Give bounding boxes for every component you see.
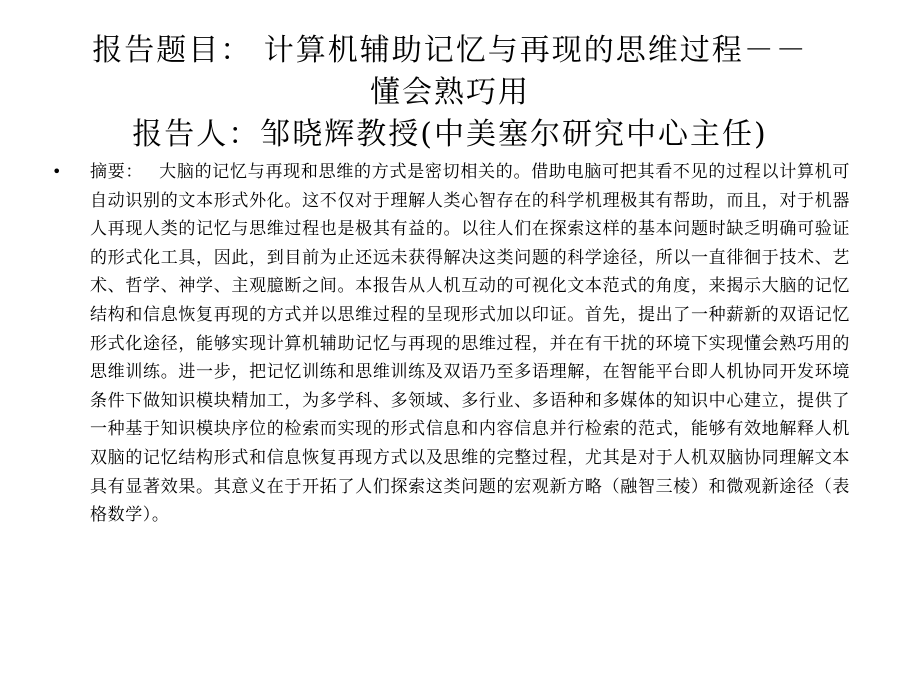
abstract-paragraph — [90, 158, 850, 530]
bullet-icon: • — [52, 162, 62, 181]
title-line-report-topic-continued: 懂会熟巧用 — [370, 75, 530, 110]
slide-title — [30, 30, 870, 156]
abstract-label: 摘要： — [90, 162, 144, 182]
title-line-presenter: 报告人：邹晓辉教授(中美塞尔研究中心主任) — [132, 117, 768, 152]
abstract-text: 大脑的记忆与再现和思维的方式是密切相关的。借助电脑可把其看不见的过程以计算机可自动识别的文本形式外化。这不仅对于理解人类心智存在的科学机理极其有帮助，而且，对于机器人再现人类的记忆与思维过程也是极其有益的。以往人们在探索这样的基本问题时缺乏明确可验证的形式化工具，因此，到目前为止还远未获得解决这类问题的科学途径，所以一直徘徊于技术、艺术、哲学、神学、主观臆断之间。本报告从人机互动的可视化文本范式的角度，来揭示大脑的记忆结构和信息恢复再现的方式并以思维过程的呈现形式加以印证。首先，提出了一种薪新的双语记忆形式化途径，能够实现计算机辅助记忆与再现的思维过程，并在有干扰的环境下实现懂会熟巧用的思维训练。进一步，把记忆训练和思维训练及双语乃至多语理解，在智能平台即人机协同开发环境条件下做知识模块精加工，为多学科、多领域、多行业、多语种和多媒体的知识中心建立，提供了一种基于知识模块序位的检索而实现的形式信息和内容信息并行检索的范式，能够有效地解释人机双脑的记忆结构形式和信息恢复再现方式以及思维的完整过程，尤其是对于人机双脑协同理解文本具有显著效果。其意义在于开拓了人们探索这类问题的宏观新方略（融智三棱）和微观新途径（表格数学）。 — [90, 162, 850, 526]
title-line-report-topic: 报告题目： 计算机辅助记忆与再现的思维过程－－ — [92, 33, 808, 68]
